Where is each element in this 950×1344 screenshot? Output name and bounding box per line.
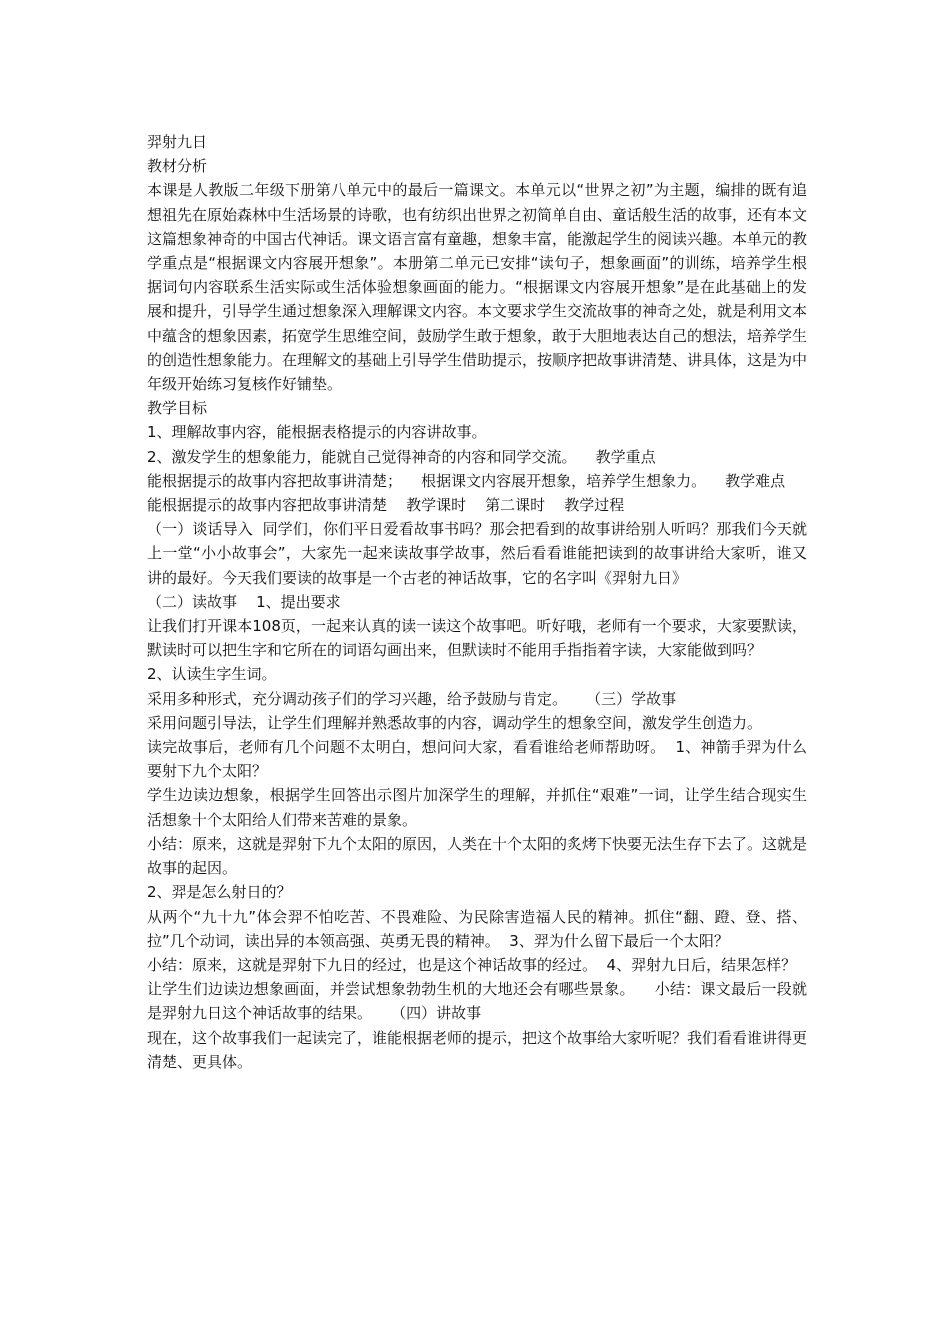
paragraph-difficulty: 能根据提示的故事内容把故事讲清楚 教学课时 第二课时 教学过程 <box>147 496 625 515</box>
paragraph-goal-1: 1、理解故事内容，能根据表格提示的内容讲故事。 <box>147 423 487 442</box>
section-heading-goals: 教学目标 <box>147 399 208 418</box>
paragraph-summary-1: 小结：原来，这就是羿射下九个太阳的原因，人类在十个太阳的炙烤下快要无法生存下去了。这就是故事的起因。 <box>147 834 808 878</box>
paragraph-summary-2: 小结：原来，这就是羿射下九日的经过，也是这个神话故事的经过。 4、羿射九日后，结果怎样？ <box>147 955 797 974</box>
paragraph-question-2: 2、羿是怎么射日的？ <box>147 883 292 902</box>
paragraph-new-words: 2、认读生字生词。 <box>147 665 277 684</box>
section-heading-analysis: 教材分析 <box>147 157 208 176</box>
paragraph-read-instructions: 让我们打开课本108页，一起来认真的读一读这个故事吧。听好哦，老师有一个要求，大家要默读，默读时可以把生字和它所在的词语勾画出来，但默读时不能用手指指着字读，大家能做到吗？ <box>147 617 807 660</box>
paragraph-goal-2: 2、激发学生的想象能力，能就自己觉得神奇的内容和同学交流。 教学重点 <box>147 447 656 466</box>
paragraph-spirit: 从两个“九十九”体会羿不怕吃苦、不畏难险、为民除害造福人民的精神。抓住“翻、蹬、登、搭、拉”几个动词，读出异的本领高强、英勇无畏的精神。 3、羿为什么留下最后一个太阳？ <box>147 907 807 950</box>
paragraph-imagine: 学生边读边想象，根据学生回答出示图片加深学生的理解，并抓住“艰难”一词，让学生结合现实生活想象十个太阳给人们带来苦难的景象。 <box>147 786 807 829</box>
paragraph-read-story: （二）读故事 1、提出要求 <box>147 592 341 611</box>
paragraph-learn-story: 采用多种形式，充分调动孩子们的学习兴趣，给予鼓励与肯定。 （三）学故事 <box>147 689 677 708</box>
paragraph-method: 采用问题引导法，让学生们理解并熟悉故事的内容，调动学生的想象空间，激发学生创造力。 <box>147 713 763 732</box>
paragraph-tell-story: 现在，这个故事我们一起读完了，谁能根据老师的提示，把这个故事给大家听呢？我们看看谁讲得更清楚、更具体。 <box>147 1028 808 1071</box>
paragraph-analysis: 本课是人教版二年级下册第八单元中的最后一篇课文。本单元以“世界之初”为主题，编排的既有追想祖先在原始森林中生活场景的诗歌，也有纺织出世界之初简单自由、童话般生活的故事，还有本文这篇想象神奇的中国古代神话。课文语言富有童趣，想象丰富，能激起学生的阅读兴趣。本单元的教学重点是“根据课文内容展开想象”。本册第二单元已安排“读句子，想象画面”的训练，培养学生根据词句内容联系生活实际或生活体验想象画面的能力。“根据课文内容展开想象”是在此基础上的发展和提升，引导学生通过想象深入理解课文内容。本文要求学生交流故事的神奇之处，就是利用文本中蕴含的想象因素，拓宽学生思维空间，鼓励学生敢于想象，敢于大胆地表达自己的想法，培养学生的创造性想象能力。在理解文的基础上引导学生借助提示，按顺序把故事讲清楚、讲具体，这是为中年级开始练习复核作好铺垫。 <box>147 181 808 394</box>
paragraph-question-1: 读完故事后，老师有几个问题不太明白，想问问大家，看看谁给老师帮助呀。 1、神箭手羿为什么要射下九个太阳？ <box>147 738 807 781</box>
paragraph-intro: （一）谈话导入 同学们，你们平日爱看故事书吗？那会把看到的故事讲给别人听吗？那我们今天就上一堂“小小故事会”，大家先一起来读故事学故事，然后看看谁能把读到的故事讲给大家听，谁又讲的最好。今天我们要读的故事是一个古老的神话故事，它的名字叫《羿射九日》 <box>147 520 807 587</box>
paragraph-key-points: 能根据提示的故事内容把故事讲清楚； 根据课文内容展开想象，培养学生想象力。 教学难点 <box>147 471 786 490</box>
paragraph-imagine-scene: 让学生们边读边想象画面，并尝试想象勃勃生机的大地还会有哪些景象。 小结：课文最后一段就是羿射九日这个神话故事的结果。 （四）讲故事 <box>147 980 807 1023</box>
doc-title: 羿射九日 <box>147 133 208 151</box>
document-body <box>147 130 807 1074</box>
